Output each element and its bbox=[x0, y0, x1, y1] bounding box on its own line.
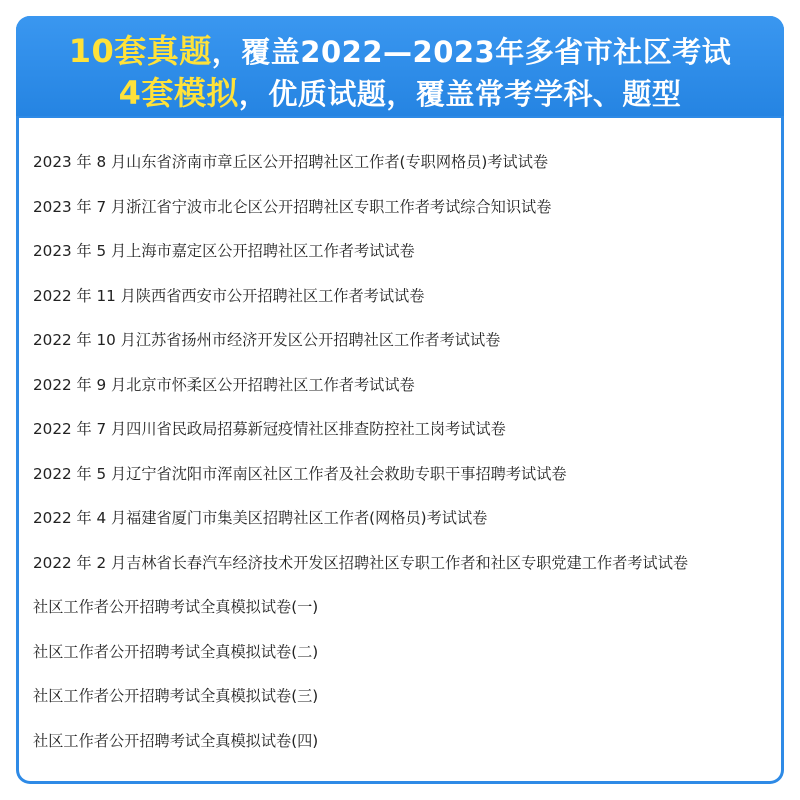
header-line-2 bbox=[16, 68, 784, 114]
list-item: 社区工作者公开招聘考试全真模拟试卷(四) bbox=[33, 731, 319, 750]
header-line-1-highlight: 10套真题 bbox=[68, 32, 212, 70]
header-line-2-highlight: 4套模拟 bbox=[118, 74, 239, 112]
header-line-1 bbox=[16, 26, 784, 72]
header-line-2-text: ，优质试题，覆盖常考学科、题型 bbox=[238, 77, 682, 111]
header-line-1-text: ，覆盖2022—2023年多省市社区考试 bbox=[211, 35, 732, 69]
list-item: 2022 年 2 月吉林省长春汽车经济技术开发区招聘社区专职工作者和社区专职党建工作者考试试卷 bbox=[33, 553, 689, 572]
list-item: 2022 年 9 月北京市怀柔区公开招聘社区工作者考试试卷 bbox=[33, 375, 415, 394]
content-card bbox=[16, 16, 784, 784]
list-item: 2022 年 10 月江苏省扬州市经济开发区公开招聘社区工作者考试试卷 bbox=[33, 331, 501, 349]
list-item: 社区工作者公开招聘考试全真模拟试卷(一) bbox=[33, 598, 319, 616]
exam-list-panel bbox=[19, 118, 781, 781]
list-item: 2022 年 7 月四川省民政局招募新冠疫情社区排查防控社工岗考试试卷 bbox=[33, 420, 506, 438]
list-item: 2022 年 5 月辽宁省沈阳市浑南区社区工作者及社会救助专职干事招聘考试试卷 bbox=[33, 464, 567, 483]
list-item: 社区工作者公开招聘考试全真模拟试卷(三) bbox=[33, 687, 319, 705]
list-item: 2023 年 5 月上海市嘉定区公开招聘社区工作者考试试卷 bbox=[33, 242, 415, 260]
list-item: 2022 年 4 月福建省厦门市集美区招聘社区工作者(网格员)考试试卷 bbox=[33, 509, 488, 527]
list-item: 2023 年 8 月山东省济南市章丘区公开招聘社区工作者(专职网格员)考试试卷 bbox=[33, 153, 549, 171]
list-item: 2023 年 7 月浙江省宁波市北仑区公开招聘社区专职工作者考试综合知识试卷 bbox=[33, 197, 552, 216]
list-item: 社区工作者公开招聘考试全真模拟试卷(二) bbox=[33, 642, 319, 661]
exam-list bbox=[33, 140, 688, 763]
list-item: 2022 年 11 月陕西省西安市公开招聘社区工作者考试试卷 bbox=[33, 286, 425, 305]
header-banner bbox=[16, 16, 784, 116]
